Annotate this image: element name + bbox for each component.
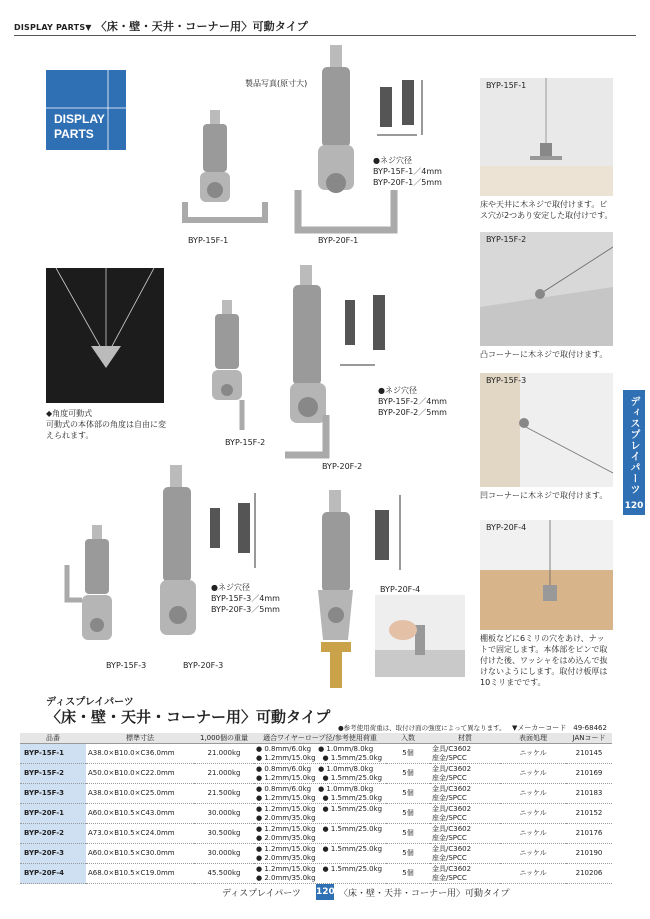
logo-line2: PARTS [54, 127, 94, 141]
byp15f2-product-image [200, 300, 260, 435]
spec-table-header [20, 733, 612, 744]
material-line: 金具/C3602 [432, 824, 472, 833]
model-cell: BYP-20F-3 [20, 844, 86, 864]
material-cell [430, 744, 500, 764]
qty-cell: 5個 [386, 804, 430, 824]
screw-note-1-head: ●ネジ穴径 [373, 156, 412, 165]
wire-cell [254, 784, 386, 804]
side-photo-3 [480, 373, 613, 487]
screw-note-2-line1: BYP-15F-2／4mm [378, 397, 447, 406]
caption-byp20f4: BYP-20F-4 [380, 585, 421, 594]
wire-line: ● 1.2mm/15.0kg ● 1.5mm/25.0kg [256, 773, 383, 782]
table-title: 〈床・壁・天井・コーナー用〉可動タイプ [46, 708, 331, 726]
jan-cell: 210176 [566, 824, 612, 844]
model-cell: BYP-15F-2 [20, 764, 86, 784]
table-row [20, 804, 612, 824]
table-row [20, 864, 612, 884]
material-line: 座金/SPCC [432, 853, 467, 862]
wire-line: ● 2.0mm/35.0kg [256, 833, 316, 842]
material-line: 金具/C3602 [432, 784, 472, 793]
jan-cell: 210206 [566, 864, 612, 884]
product-photo-note: 製品写真(原寸大) [245, 79, 308, 88]
material-cell [430, 784, 500, 804]
dimension-diagram-4 [370, 490, 420, 580]
caption-byp20f1: BYP-20F-1 [318, 236, 359, 245]
side-photo-3-label: BYP-15F-3 [486, 376, 527, 385]
screw-note-1-line1: BYP-15F-1／4mm [373, 167, 442, 176]
side-photo-4-label: BYP-20F-4 [486, 523, 527, 532]
caption-byp15f1: BYP-15F-1 [188, 236, 229, 245]
side-photo-1 [480, 78, 613, 196]
maker-code: ▼メーカーコード 49-68462 [512, 724, 607, 732]
logo-line1: DISPLAY [54, 112, 105, 126]
qty-cell: 5個 [386, 844, 430, 864]
size-cell: A60.0×B10.5×C30.0mm [86, 844, 194, 864]
caption-byp15f3: BYP-15F-3 [106, 661, 147, 670]
size-cell: A73.0×B10.5×C24.0mm [86, 824, 194, 844]
wire-cell [254, 864, 386, 884]
side-photo-1-desc [480, 199, 612, 221]
wire-line: ● 2.0mm/35.0kg [256, 853, 316, 862]
screw-note-2-line2: BYP-20F-2／5mm [378, 408, 447, 417]
side-photo-4-desc5: 10ミリまでです。 [480, 678, 546, 687]
side-photo-3-desc1: 凹コーナーに木ネジで取付けます。 [480, 491, 608, 500]
qty-cell: 5個 [386, 864, 430, 884]
wire-line: ● 0.8mm/6.0kg ● 1.0mm/8.0kg [256, 744, 374, 753]
screw-note-3 [211, 582, 280, 615]
size-cell: A60.0×B10.5×C43.0mm [86, 804, 194, 824]
byp15f3-product-image [62, 525, 132, 650]
side-photo-1-drawing [480, 78, 613, 196]
table-row [20, 764, 612, 784]
model-cell: BYP-15F-3 [20, 784, 86, 804]
weight-cell: 30.000kg [194, 844, 254, 864]
table-row [20, 824, 612, 844]
side-photo-1-desc2: ス穴が2つあり安定した取付けです。 [480, 211, 613, 220]
material-line: 金具/C3602 [432, 764, 472, 773]
screw-note-2-head: ●ネジ穴径 [378, 386, 417, 395]
side-photo-2-desc [480, 349, 607, 360]
table-row [20, 744, 612, 764]
byp20f4-install-photo [375, 595, 465, 677]
material-line: 座金/SPCC [432, 753, 467, 762]
jan-cell: 210190 [566, 844, 612, 864]
size-cell: A38.0×B10.0×C36.0mm [86, 744, 194, 764]
table-row [20, 844, 612, 864]
dimension-diagram-2 [335, 280, 405, 375]
angle-adjust-photo [46, 268, 164, 403]
side-photo-3-desc [480, 490, 607, 501]
screw-note-1-line2: BYP-20F-1／5mm [373, 178, 442, 187]
dimension-diagram-1 [372, 75, 442, 145]
finish-cell: ニッケル [500, 844, 566, 864]
jan-cell: 210169 [566, 764, 612, 784]
byp15f1-product-image [180, 110, 270, 230]
side-photo-4-desc4: けないようにします。取付け板厚は [480, 667, 608, 676]
side-photo-2 [480, 232, 613, 346]
model-cell: BYP-20F-2 [20, 824, 86, 844]
caption-byp20f3: BYP-20F-3 [183, 661, 224, 670]
page-footer [0, 884, 650, 900]
side-photo-4-desc1: 棚板などに6ミリの穴をあけ、ナッ [480, 634, 605, 643]
side-tab [623, 390, 645, 515]
wire-cell [254, 824, 386, 844]
col-weight: 1,000個の重量 [194, 733, 254, 744]
wire-cell [254, 744, 386, 764]
screw-note-3-line1: BYP-15F-3／4mm [211, 594, 280, 603]
col-finish: 表面処理 [500, 733, 566, 744]
qty-cell: 5個 [386, 744, 430, 764]
side-photo-2-desc1: 凸コーナーに木ネジで取付けます。 [480, 350, 608, 359]
jan-cell: 210145 [566, 744, 612, 764]
finish-cell: ニッケル [500, 784, 566, 804]
screw-note-1 [373, 155, 442, 188]
col-size: 標準寸法 [86, 733, 194, 744]
wire-cell [254, 764, 386, 784]
angle-note-body1: 可動式の本体部の角度は自由に変 [46, 420, 166, 429]
finish-cell: ニッケル [500, 764, 566, 784]
side-photo-2-label: BYP-15F-2 [486, 235, 527, 244]
side-photo-4-desc [480, 633, 607, 688]
screw-note-2 [378, 385, 447, 418]
header-title: 〈床・壁・天井・コーナー用〉可動タイプ [95, 20, 308, 33]
material-cell [430, 864, 500, 884]
caption-byp15f2: BYP-15F-2 [225, 438, 266, 447]
material-line: 金具/C3602 [432, 864, 472, 873]
wire-line: ● 1.2mm/15.0kg ● 1.5mm/25.0kg [256, 804, 383, 813]
col-jan: JANコード [566, 733, 612, 744]
side-photo-4 [480, 520, 613, 630]
wire-line: ● 2.0mm/35.0kg [256, 813, 316, 822]
caption-byp20f2: BYP-20F-2 [322, 462, 363, 471]
wire-line: ● 1.2mm/15.0kg ● 1.5mm/25.0kg [256, 864, 383, 873]
header-rule [14, 35, 636, 36]
weight-cell: 30.500kg [194, 824, 254, 844]
weight-cell: 30.000kg [194, 804, 254, 824]
display-parts-logo [46, 70, 126, 150]
material-line: 金具/C3602 [432, 844, 472, 853]
weight-cell: 21.000kg [194, 744, 254, 764]
angle-note-head: ◆角度可動式 [46, 409, 93, 418]
finish-cell: ニッケル [500, 864, 566, 884]
table-row [20, 784, 612, 804]
weight-cell: 45.500kg [194, 864, 254, 884]
screw-note-3-line2: BYP-20F-3／5mm [211, 605, 280, 614]
side-photo-4-drawing [480, 520, 613, 630]
material-line: 座金/SPCC [432, 793, 467, 802]
col-wire: 適合ワイヤーロープ径/参考使用荷重 [254, 733, 386, 744]
side-tab-page: 120 [624, 501, 644, 511]
jan-cell: 210183 [566, 784, 612, 804]
col-qty: 入数 [386, 733, 430, 744]
header-prefix: DISPLAY PARTS▼ [14, 23, 92, 32]
side-photo-4-desc3: 付けた後、ワッシャをはめ込んで抜 [480, 656, 608, 665]
angle-photo-drawing [46, 268, 164, 403]
material-line: 金具/C3602 [432, 744, 472, 753]
model-cell: BYP-15F-1 [20, 744, 86, 764]
jan-cell: 210152 [566, 804, 612, 824]
wire-cell [254, 804, 386, 824]
model-cell: BYP-20F-1 [20, 804, 86, 824]
wire-line: ● 1.2mm/15.0kg ● 1.5mm/25.0kg [256, 793, 383, 802]
dimension-diagram-3 [200, 488, 275, 578]
material-cell [430, 804, 500, 824]
footer-page-number: 120 [316, 884, 334, 900]
qty-cell: 5個 [386, 824, 430, 844]
col-model: 品番 [20, 733, 86, 744]
size-cell: A38.0×B10.0×C25.0mm [86, 784, 194, 804]
material-cell [430, 764, 500, 784]
table-note: ●参考使用荷重は、取付け面の強度によって異なります。 [338, 724, 506, 732]
table-subtitle: ディスプレイパーツ [46, 697, 134, 708]
wire-line: ● 0.8mm/6.0kg ● 1.0mm/8.0kg [256, 764, 374, 773]
wire-line: ● 1.2mm/15.0kg ● 1.5mm/25.0kg [256, 753, 383, 762]
material-line: 座金/SPCC [432, 873, 467, 882]
weight-cell: 21.500kg [194, 784, 254, 804]
footer-right: 〈床・壁・天井・コーナー用〉可動タイプ [339, 889, 510, 899]
weight-cell: 21.000kg [194, 764, 254, 784]
material-line: 金具/C3602 [432, 804, 472, 813]
byp20f4-product-image [303, 490, 368, 690]
qty-cell: 5個 [386, 764, 430, 784]
page-header [14, 18, 308, 34]
material-line: 座金/SPCC [432, 833, 467, 842]
side-photo-2-drawing [480, 232, 613, 346]
model-cell: BYP-20F-4 [20, 864, 86, 884]
material-cell [430, 844, 500, 864]
wire-line: ● 2.0mm/35.0kg [256, 873, 316, 882]
spec-table [20, 733, 612, 884]
install-photo-drawing [375, 595, 465, 677]
finish-cell: ニッケル [500, 824, 566, 844]
angle-note [46, 408, 166, 441]
wire-line: ● 1.2mm/15.0kg ● 1.5mm/25.0kg [256, 844, 383, 853]
size-cell: A50.0×B10.0×C22.0mm [86, 764, 194, 784]
wire-cell [254, 844, 386, 864]
side-photo-3-drawing [480, 373, 613, 487]
finish-cell: ニッケル [500, 804, 566, 824]
wire-line: ● 0.8mm/6.0kg ● 1.0mm/8.0kg [256, 784, 374, 793]
screw-note-3-head: ●ネジ穴径 [211, 583, 250, 592]
wire-line: ● 1.2mm/15.0kg ● 1.5mm/25.0kg [256, 824, 383, 833]
size-cell: A68.0×B10.5×C19.0mm [86, 864, 194, 884]
footer-left: ディスプレイパーツ [222, 889, 301, 899]
side-photo-4-desc2: トで固定します。本体部をピンで取 [480, 645, 608, 654]
side-photo-1-desc1: 床や天井に木ネジで取付けます。ビ [480, 200, 608, 209]
side-photo-1-label: BYP-15F-1 [486, 81, 527, 90]
finish-cell: ニッケル [500, 744, 566, 764]
col-material: 材質 [430, 733, 500, 744]
qty-cell: 5個 [386, 784, 430, 804]
material-line: 座金/SPCC [432, 773, 467, 782]
material-cell [430, 824, 500, 844]
side-tab-text: ディスプレイパーツ [628, 396, 639, 495]
angle-note-body2: えられます。 [46, 431, 94, 440]
material-line: 座金/SPCC [432, 813, 467, 822]
